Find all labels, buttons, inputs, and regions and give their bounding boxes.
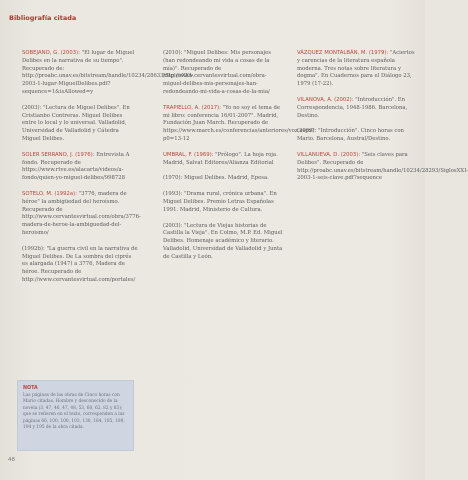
entry-author: VILLANUEVA, D. (2003): (297, 151, 361, 158)
entry-body: (1993): "Drama rural, crónica urbana". En Miguel Delibes. Premio Letras Españolas 1991. Madrid, Ministerio de Cultura. (163, 191, 277, 213)
entry-body: (2009): "Introducción". Cinco horas con Mario. Barcelona, Austral/Destino. (297, 128, 404, 143)
note-text: Las páginas de las obras de Cinco horas con Mario citadas, Hombre y desconocido de la novela (3, 47, 46, 47, 48, 53, 60, 62, 82 y 83); que se refieren en el texto, corresponden a las páginas 66, 100, 100, 103, 130, 164, 185, 189, 194 y 195 de la obra citada. (23, 393, 125, 431)
entry-author: SOLER SERRANO, J. (1976): (22, 151, 95, 158)
entry-body: "Yo no soy el tema de mi libro: conferencia 16/01-2007". Madrid, Fundación Juan March. Recuperado de https://www.march.es/conferencias/anteriores/voz.aspx?p0=13-12 (163, 104, 315, 142)
entry-author: UMBRAL, F. (1969): (163, 151, 214, 158)
bibliography-entry (163, 223, 283, 262)
bibliography-entry (22, 190, 141, 238)
bibliography-column-2 (163, 50, 315, 270)
entry-author: SOBEJANO, G. (2003): (22, 50, 80, 56)
bibliography-entry (22, 50, 194, 97)
entry-body: "Aciertos y carencias de la literatura española moderna. Tres notas sobre literatura y dogma". En Cuadernos para el Diálogo 23, 1979 (17-22). (297, 50, 415, 88)
bibliography-entry (297, 97, 417, 120)
bibliography-entry (163, 104, 315, 144)
entry-body: (2010): "Miguel Delibes: Mis personajes (han redondeando mi vida a cosas de la mía)". Recuperado de http://www.cervantesvirtual.com/obra-miguel-delibes-mis-personajes-han-redondeando-mi-vida-a-cosas-de-la-mia/ (163, 50, 271, 95)
entry-body: (2003): "Lectura de Miguel Delibes". En Cristianbo Contreras. Miguel Delibes entre lo local y lo universal. Valladolid, Universidad de Valladolid y Cátedra Miguel Delibes. (22, 104, 130, 142)
bibliography-entry (22, 152, 138, 183)
entry-body: "Prólogo". La hoja roja. Madrid, Salvat Editores/Alianza Editorial (163, 151, 278, 166)
bibliography-entry (163, 191, 283, 214)
bibliography-entry (22, 246, 138, 285)
entry-author: VILANOVA, A. (2002): (297, 96, 354, 103)
note-title: NOTA (23, 386, 38, 391)
entry-body: "3776, madera de héroe" la ambigüedad del heroísmo. Recuperado de http://www.cervantesvirtual.com/obra/3776-madera-de-heroe-la-ambiguedad-del-heroismo/ (22, 190, 141, 236)
page-number: 48 (8, 457, 15, 463)
bibliography-entry (297, 50, 417, 89)
entry-body: (1992b): "La guerra civil en la narrativa de Miguel Delibes. De La sombra del ciprés es alargada (1947) a 3776, Madera de héroe. Recuperado de http://www.cervantesvirtual.com/portales/ (22, 245, 138, 283)
entry-author: VÁZQUEZ MONTALBÁN, M. (1979): (297, 50, 389, 56)
entry-body: "Seis claves para Delibes". Recuperado de http://proabc.unav.es/bitstream/handle/10234/28293/SiglosXXI-2003-1-seis-clave.pdf?sequence (297, 151, 468, 182)
bibliography-entry (297, 128, 417, 144)
bibliography-entry (163, 152, 283, 168)
bibliography-entry (163, 50, 283, 97)
section-title: Bibliografía citada (9, 14, 77, 22)
entry-body: (2003): "Lectura de Viejas historias de Castilla la Vieja". En Colmo, M.P. Ed. Miguel Delibes. Homenaje académico y literario. Valladolid, Universidad de Valladolid y Junta de Castilla y León. (163, 222, 283, 260)
bibliography-entry (163, 175, 283, 183)
entry-body: (1970): Miguel Delibes. Madrid, Epesa. (163, 175, 269, 182)
note-box (17, 380, 134, 451)
bibliography-entry (22, 105, 138, 144)
entry-body: "Introducción". En Correspondencia, 1948-1986. Barcelona, Destino. (297, 96, 408, 119)
entry-author: SOTELO, M. (1992a): (22, 190, 77, 197)
bibliography-column-3 (297, 50, 468, 191)
entry-body: "El lugar de Miguel Delibes en la narrativa de su tiempo". Recuperado de: http://proabc.unav.es/bitstream/handle/10234/28633/SiglosXXI-2003-1-lugar-MiguelDelibes.pdf?sequence=1&isAllowed=y (22, 50, 194, 95)
entry-author: TRAPIELLO, A. (2017): (163, 104, 221, 111)
entry-body: Entrevista A fondo. Recuperado de https://www.rtve.es/alacarta/videos/a-fondo/quien-yo-miguel-delibes/998728 (22, 151, 130, 182)
bibliography-entry (297, 151, 468, 183)
